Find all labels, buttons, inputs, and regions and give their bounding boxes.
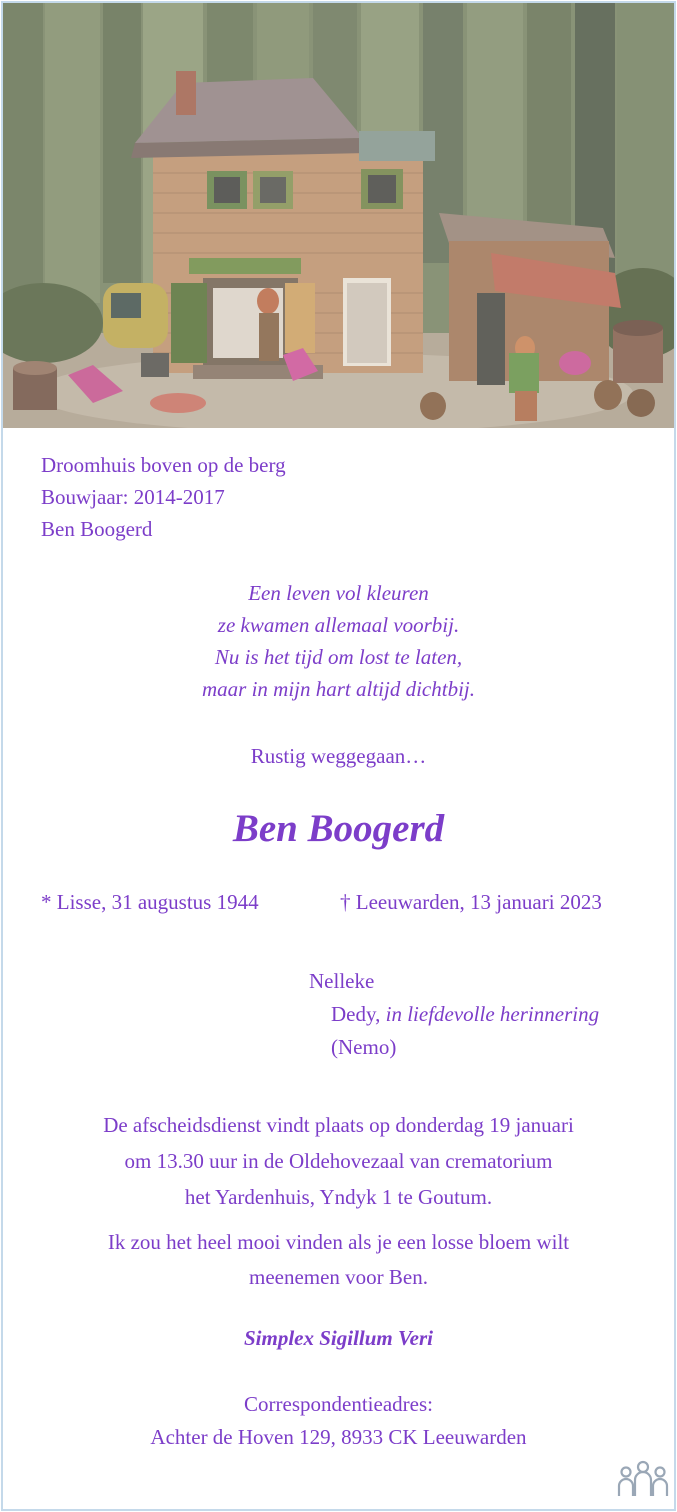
service-line: De afscheidsdienst vindt plaats op donderdag 19 januari <box>103 1113 574 1137</box>
motto: Simplex Sigillum Veri <box>243 1326 434 1350</box>
family-member-name: Dedy, <box>331 1002 381 1026</box>
flower-line: meenemen voor Ben. <box>248 1265 429 1289</box>
family-names <box>309 965 599 1064</box>
service-info <box>3 1107 674 1215</box>
flower-request <box>3 1225 674 1295</box>
family-member <box>309 998 599 1031</box>
family-member-note: in liefdevolle herinnering <box>385 1002 600 1026</box>
passed-away-text: Rustig weggegaan… <box>250 744 427 768</box>
caption-builder: Ben Boogerd <box>41 517 153 541</box>
correspondence-address <box>3 1388 674 1454</box>
obituary-card <box>1 1 676 1511</box>
house-caption <box>41 449 286 545</box>
flower-line: Ik zou het heel mooi vinden als je een losse bloem wilt <box>107 1230 570 1254</box>
correspondence-label: Correspondentieadres: <box>244 1392 433 1416</box>
miniature-house-illustration <box>3 3 674 428</box>
family-member: (Nemo) <box>331 1035 397 1059</box>
poem-line: Nu is het tijd om lost te laten, <box>214 645 463 669</box>
service-line: om 13.30 uur in de Oldehovezaal van crematorium <box>124 1149 553 1173</box>
poem-line: maar in mijn hart altijd dichtbij. <box>201 677 475 701</box>
poem-line: Een leven vol kleuren <box>248 581 429 605</box>
correspondence-address-line: Achter de Hoven 129, 8933 CK Leeuwarden <box>150 1425 527 1449</box>
dreamhouse-photo <box>3 3 674 428</box>
caption-build-year: Bouwjaar: 2014-2017 <box>41 485 225 509</box>
service-line: het Yardenhuis, Yndyk 1 te Goutum. <box>184 1185 493 1209</box>
birth-info: * Lisse, 31 augustus 1944 <box>41 890 259 914</box>
deceased-name: Ben Boogerd <box>232 807 445 850</box>
family-member: Nelleke <box>309 969 375 993</box>
poem-line: ze kwamen allemaal voorbij. <box>217 613 460 637</box>
caption-title: Droomhuis boven op de berg <box>41 453 286 477</box>
people-group-icon <box>617 1458 669 1500</box>
poem <box>3 577 674 705</box>
death-info: † Leeuwarden, 13 januari 2023 <box>340 890 602 914</box>
